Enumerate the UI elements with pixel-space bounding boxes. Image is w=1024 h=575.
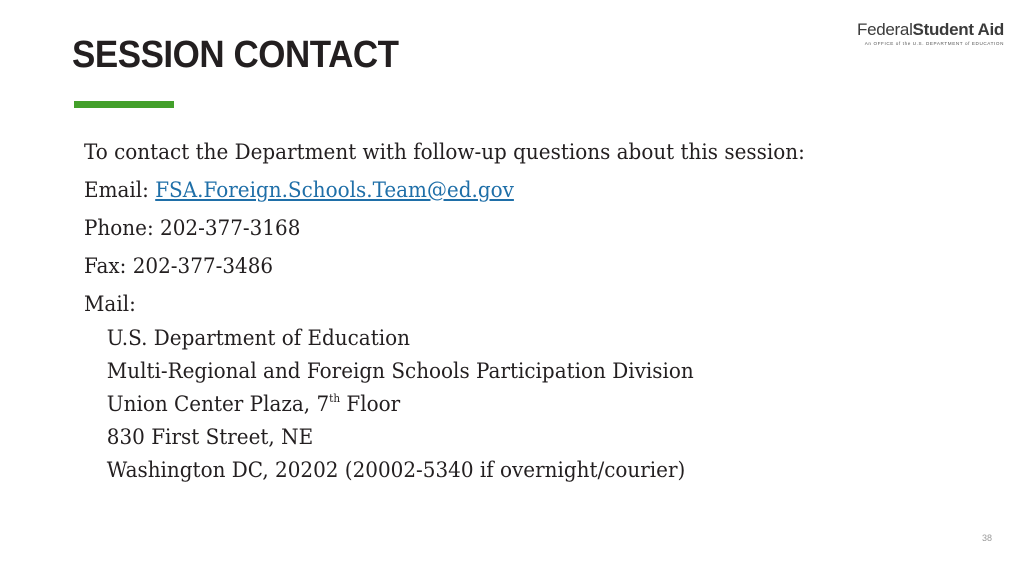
address-line-5: Washington DC, 20202 (20002-5340 if overnight/courier) bbox=[106, 458, 686, 482]
address-line-4: 830 First Street, NE bbox=[106, 425, 314, 449]
logo-tagline: An OFFICE of the U.S. DEPARTMENT of EDUCATION bbox=[864, 41, 1004, 46]
phone-line: Phone: 202-377-3168 bbox=[84, 216, 301, 240]
logo-name-bold: Student Aid bbox=[912, 20, 1004, 39]
title-accent-bar bbox=[74, 101, 174, 108]
ordinal-suffix: th bbox=[329, 392, 341, 405]
email-line bbox=[84, 175, 805, 213]
federal-student-aid-logo bbox=[856, 20, 1004, 46]
email-label: Email: bbox=[84, 178, 156, 202]
contact-body bbox=[84, 137, 805, 487]
logo-name-light: Federal bbox=[857, 20, 913, 39]
fax-line: Fax: 202-377-3486 bbox=[84, 254, 274, 278]
address-line-1: U.S. Department of Education bbox=[106, 326, 410, 350]
email-link[interactable]: FSA.Foreign.Schools.Team@ed.gov bbox=[155, 178, 514, 202]
logo-wordmark bbox=[856, 20, 1004, 40]
address-line-3 bbox=[107, 388, 805, 421]
page-number: 38 bbox=[981, 533, 992, 543]
mail-label: Mail: bbox=[84, 292, 136, 316]
address-line-3-end: Floor bbox=[340, 392, 401, 416]
address-line-3-start: Union Center Plaza, 7 bbox=[106, 392, 330, 416]
slide-title: SESSION CONTACT bbox=[72, 34, 399, 76]
intro-text: To contact the Department with follow-up questions about this session: bbox=[84, 140, 805, 164]
mailing-address bbox=[84, 322, 805, 487]
address-line-2: Multi-Regional and Foreign Schools Participation Division bbox=[106, 359, 694, 383]
